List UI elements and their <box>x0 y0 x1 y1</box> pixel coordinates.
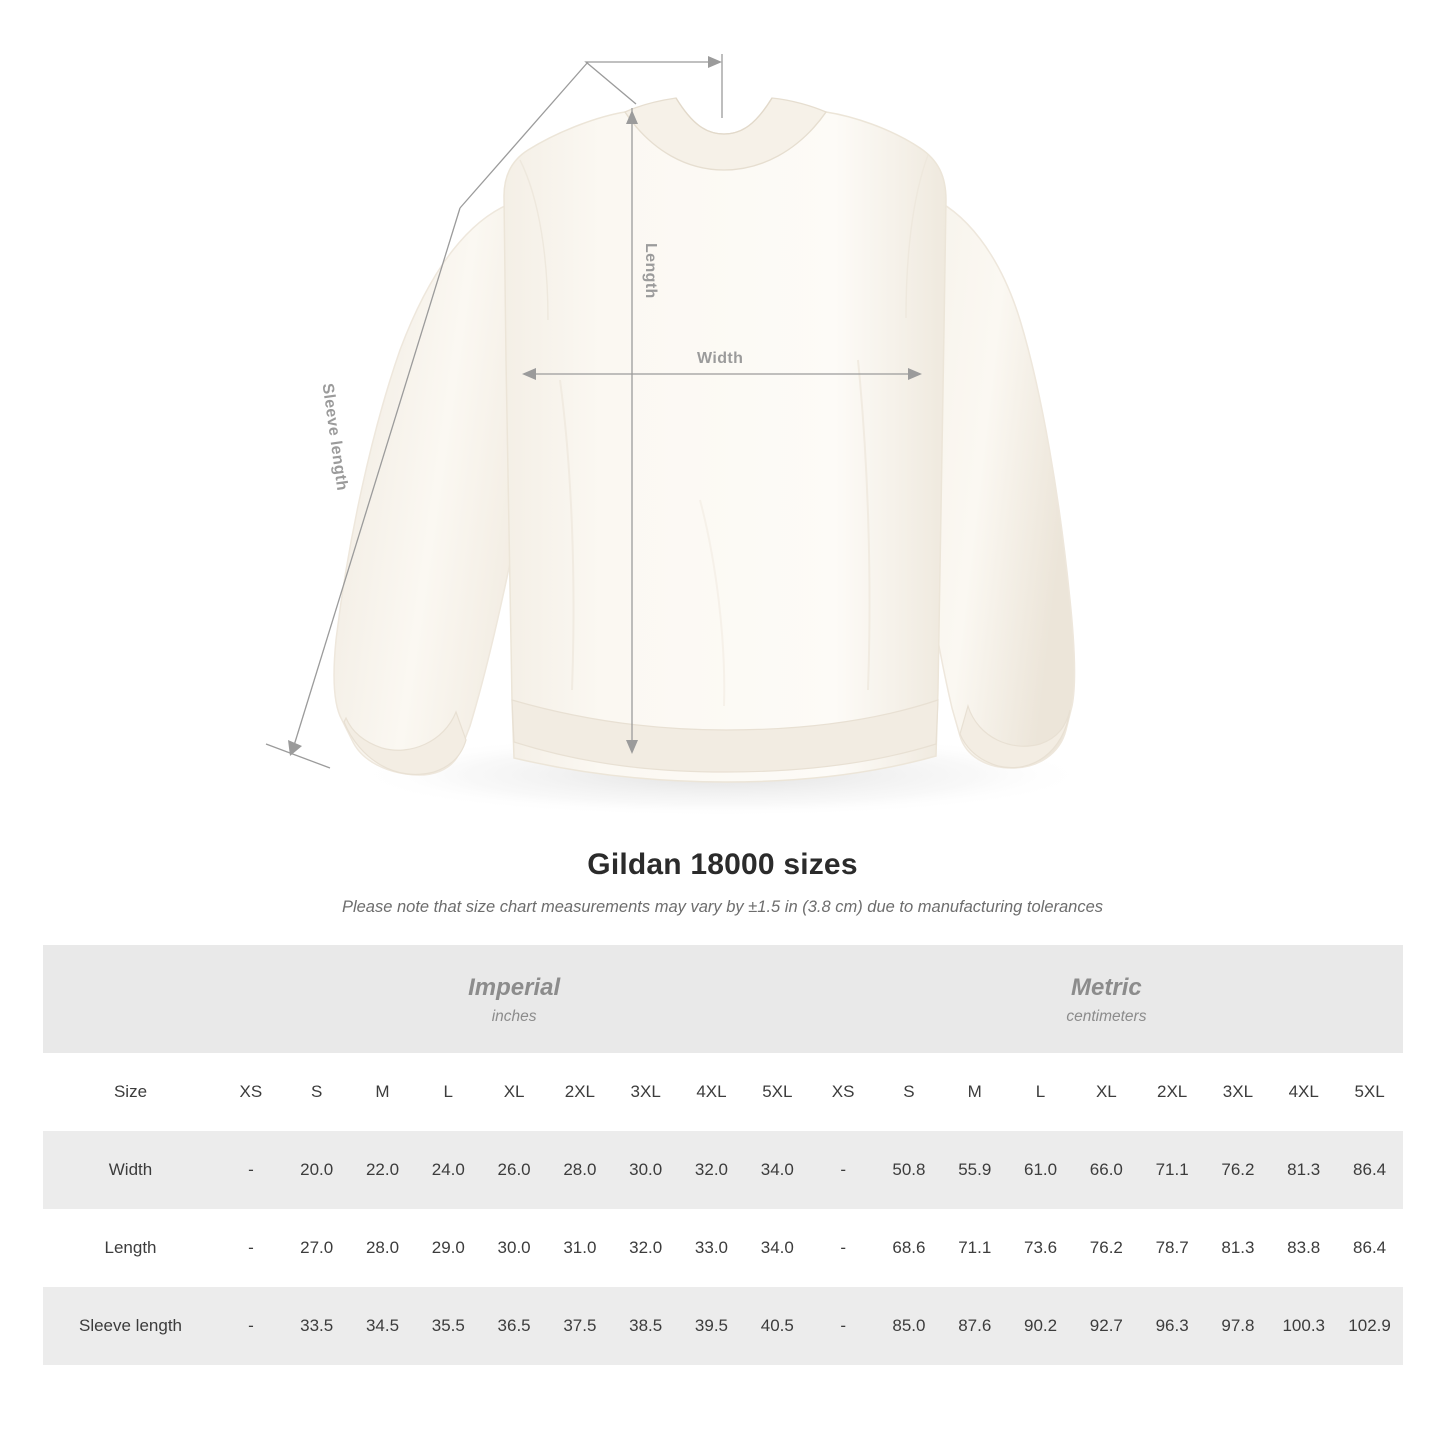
cell-sleeve-imp-8: 40.5 <box>744 1287 810 1365</box>
cell-width-met-1: 50.8 <box>876 1131 942 1209</box>
cell-width-imp-8: 34.0 <box>744 1131 810 1209</box>
col-header-met-1: S <box>876 1053 942 1131</box>
col-header-met-4: XL <box>1073 1053 1139 1131</box>
unit-header-metric <box>810 945 1402 1053</box>
table-row <box>43 1209 1403 1287</box>
row-label-width: Width <box>43 1131 218 1209</box>
unit-header-imperial <box>218 945 810 1053</box>
size-table <box>43 945 1403 1365</box>
title-block <box>0 848 1445 917</box>
unit-imperial-name: Imperial <box>468 973 561 1001</box>
cell-length-met-5: 78.7 <box>1139 1209 1205 1287</box>
cell-sleeve-met-8: 102.9 <box>1337 1287 1403 1365</box>
row-label-length: Length <box>43 1209 218 1287</box>
cell-length-met-1: 68.6 <box>876 1209 942 1287</box>
cell-width-imp-6: 30.0 <box>613 1131 679 1209</box>
cell-length-met-4: 76.2 <box>1073 1209 1139 1287</box>
cell-sleeve-met-6: 97.8 <box>1205 1287 1271 1365</box>
cell-width-met-7: 81.3 <box>1271 1131 1337 1209</box>
row-label-sleeve-length: Sleeve length <box>43 1287 218 1365</box>
cell-sleeve-met-2: 87.6 <box>942 1287 1008 1365</box>
size-header-row <box>43 1053 1403 1131</box>
cell-width-imp-7: 32.0 <box>679 1131 745 1209</box>
sleeve-length-dimension-label: Sleeve length <box>318 382 351 492</box>
cell-width-imp-3: 24.0 <box>415 1131 481 1209</box>
col-header-imp-8: 5XL <box>744 1053 810 1131</box>
cell-length-met-0: - <box>810 1209 876 1287</box>
cell-width-met-2: 55.9 <box>942 1131 1008 1209</box>
col-header-imp-5: 2XL <box>547 1053 613 1131</box>
cell-width-imp-2: 22.0 <box>350 1131 416 1209</box>
cell-width-imp-1: 20.0 <box>284 1131 350 1209</box>
cell-width-met-8: 86.4 <box>1337 1131 1403 1209</box>
cell-width-met-0: - <box>810 1131 876 1209</box>
cell-length-met-8: 86.4 <box>1337 1209 1403 1287</box>
cell-length-imp-2: 28.0 <box>350 1209 416 1287</box>
cell-sleeve-imp-6: 38.5 <box>613 1287 679 1365</box>
cell-length-met-3: 73.6 <box>1008 1209 1074 1287</box>
col-header-met-3: L <box>1008 1053 1074 1131</box>
tolerance-note: Please note that size chart measurements may vary by ±1.5 in (3.8 cm) due to manufacturing tolerances <box>341 898 1104 916</box>
cell-sleeve-met-4: 92.7 <box>1073 1287 1139 1365</box>
table-row <box>43 1287 1403 1365</box>
col-header-met-0: XS <box>810 1053 876 1131</box>
row-header-size: Size <box>43 1053 218 1131</box>
size-table-wrapper <box>43 945 1402 1365</box>
unit-header-row <box>43 945 1403 1053</box>
col-header-met-2: M <box>942 1053 1008 1131</box>
cell-length-imp-7: 33.0 <box>679 1209 745 1287</box>
col-header-met-7: 4XL <box>1271 1053 1337 1131</box>
cell-sleeve-imp-3: 35.5 <box>415 1287 481 1365</box>
cell-length-met-2: 71.1 <box>942 1209 1008 1287</box>
cell-length-imp-0: - <box>218 1209 284 1287</box>
col-header-imp-0: XS <box>218 1053 284 1131</box>
cell-sleeve-imp-1: 33.5 <box>284 1287 350 1365</box>
cell-sleeve-met-7: 100.3 <box>1271 1287 1337 1365</box>
unit-header-spacer <box>43 945 218 1053</box>
col-header-imp-3: L <box>415 1053 481 1131</box>
cell-width-met-5: 71.1 <box>1139 1131 1205 1209</box>
cell-sleeve-met-1: 85.0 <box>876 1287 942 1365</box>
cell-sleeve-imp-7: 39.5 <box>679 1287 745 1365</box>
col-header-met-5: 2XL <box>1139 1053 1205 1131</box>
table-row <box>43 1131 1403 1209</box>
cell-length-met-7: 83.8 <box>1271 1209 1337 1287</box>
col-header-imp-6: 3XL <box>613 1053 679 1131</box>
col-header-imp-4: XL <box>481 1053 547 1131</box>
cell-width-imp-5: 28.0 <box>547 1131 613 1209</box>
unit-metric-sub: centimeters <box>1066 1008 1147 1026</box>
unit-metric-name: Metric <box>1071 973 1142 1001</box>
cell-length-imp-6: 32.0 <box>613 1209 679 1287</box>
col-header-met-8: 5XL <box>1337 1053 1403 1131</box>
cell-width-met-3: 61.0 <box>1008 1131 1074 1209</box>
page-title: Gildan 18000 sizes <box>587 848 858 881</box>
cell-width-met-6: 76.2 <box>1205 1131 1271 1209</box>
unit-imperial-sub: inches <box>491 1008 537 1026</box>
width-dimension-label: Width <box>697 350 744 367</box>
length-dimension-label: Length <box>642 243 659 299</box>
col-header-imp-2: M <box>350 1053 416 1131</box>
cell-length-imp-4: 30.0 <box>481 1209 547 1287</box>
cell-sleeve-imp-2: 34.5 <box>350 1287 416 1365</box>
cell-sleeve-imp-0: - <box>218 1287 284 1365</box>
cell-sleeve-met-0: - <box>810 1287 876 1365</box>
cell-sleeve-met-5: 96.3 <box>1139 1287 1205 1365</box>
cell-width-met-4: 66.0 <box>1073 1131 1139 1209</box>
col-header-met-6: 3XL <box>1205 1053 1271 1131</box>
cell-sleeve-imp-5: 37.5 <box>547 1287 613 1365</box>
cell-length-imp-5: 31.0 <box>547 1209 613 1287</box>
cell-width-imp-4: 26.0 <box>481 1131 547 1209</box>
cell-sleeve-imp-4: 36.5 <box>481 1287 547 1365</box>
cell-sleeve-met-3: 90.2 <box>1008 1287 1074 1365</box>
cell-length-imp-1: 27.0 <box>284 1209 350 1287</box>
cell-width-imp-0: - <box>218 1131 284 1209</box>
cell-length-imp-8: 34.0 <box>744 1209 810 1287</box>
col-header-imp-7: 4XL <box>679 1053 745 1131</box>
col-header-imp-1: S <box>284 1053 350 1131</box>
cell-length-imp-3: 29.0 <box>415 1209 481 1287</box>
cell-length-met-6: 81.3 <box>1205 1209 1271 1287</box>
